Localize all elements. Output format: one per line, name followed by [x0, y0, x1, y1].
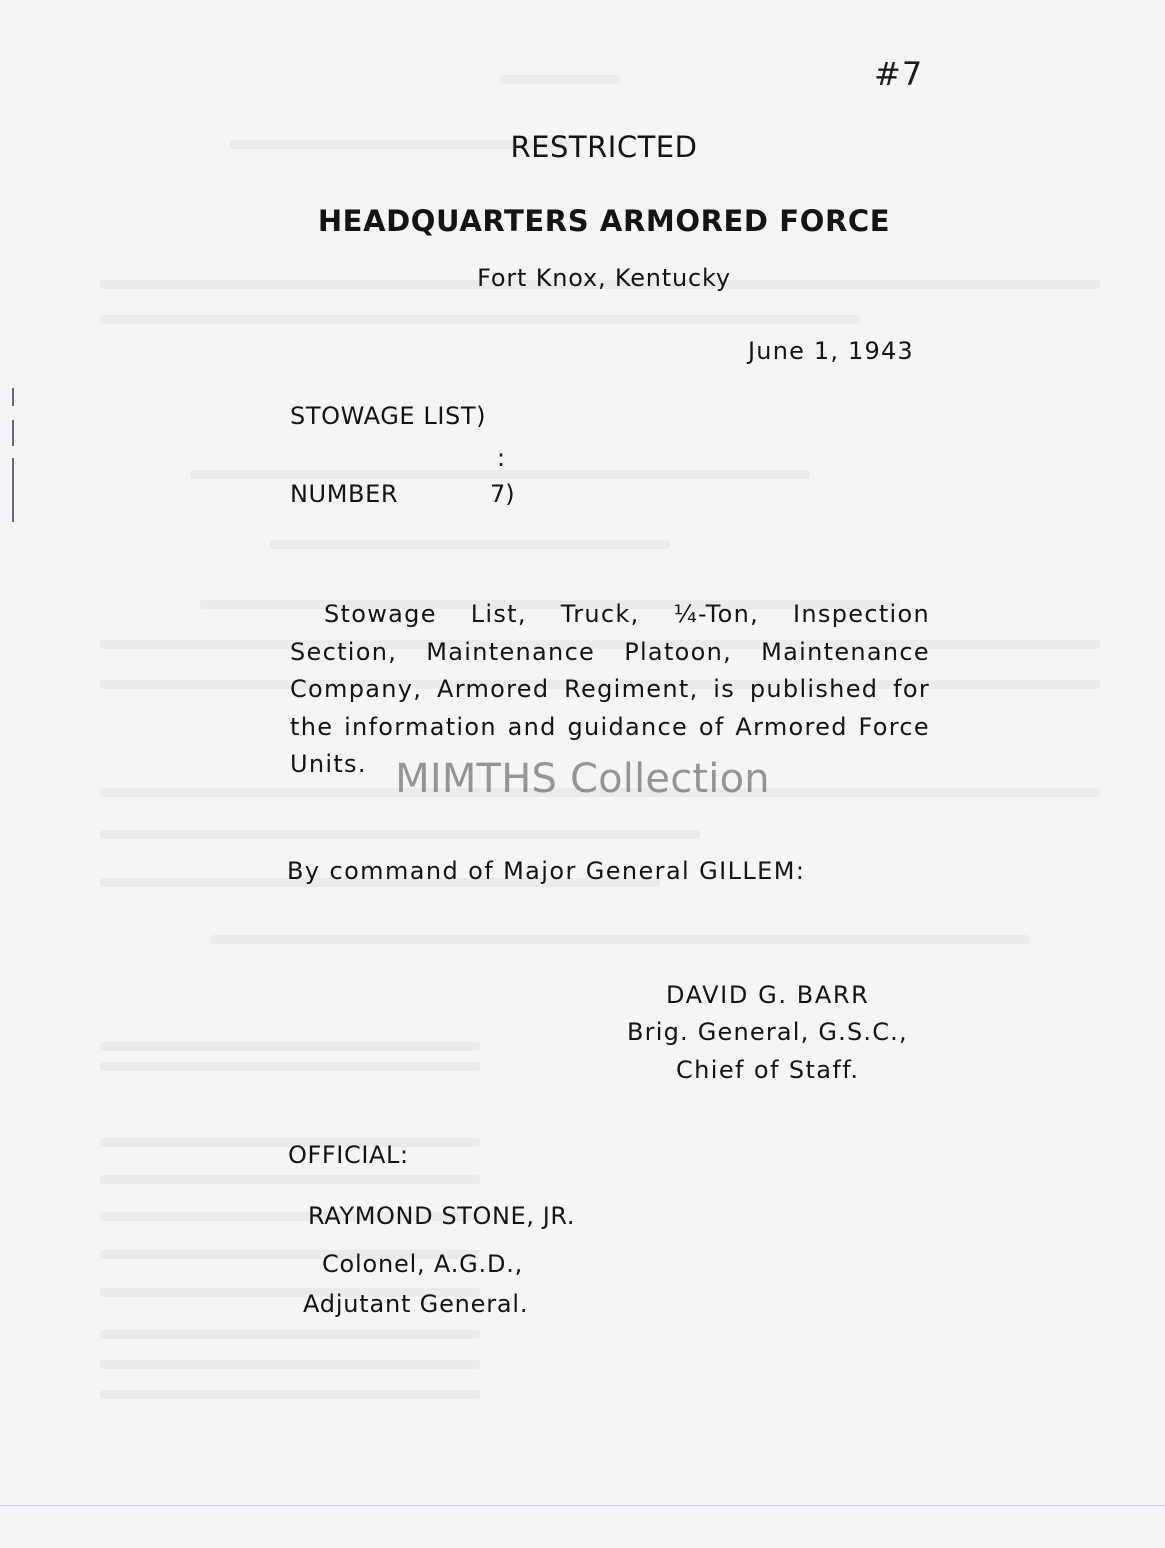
location-line: Fort Knox, Kentucky	[477, 264, 731, 292]
signer-title: Chief of Staff.	[676, 1056, 860, 1084]
page-edge-line	[0, 1505, 1165, 1506]
page-number: #7	[874, 55, 924, 93]
stowage-list-label: STOWAGE LIST)	[290, 402, 487, 430]
official-rank: Colonel, A.G.D.,	[322, 1250, 524, 1278]
official-label: OFFICIAL:	[288, 1141, 409, 1169]
command-line: By command of Major General GILLEM:	[287, 857, 806, 885]
official-name: RAYMOND STONE, JR.	[308, 1202, 576, 1230]
number-value: 7)	[490, 480, 515, 508]
classification-heading: RESTRICTED	[510, 130, 698, 164]
signer-name: DAVID G. BARR	[666, 981, 870, 1009]
signer-rank: Brig. General, G.S.C.,	[627, 1018, 908, 1046]
stowage-colon: :	[497, 444, 506, 472]
document-date: June 1, 1943	[748, 337, 914, 365]
body-paragraph: Stowage List, Truck, ¼-Ton, Inspection Section, Maintenance Platoon, Maintenance Company, Armored Regiment, is published for the information and guidance of Armored Force Units.	[290, 600, 930, 778]
headquarters-heading: HEADQUARTERS ARMORED FORCE	[317, 204, 891, 238]
binding-hole-mark	[10, 388, 16, 528]
collection-watermark: MIMTHS Collection	[395, 756, 770, 802]
number-label: NUMBER	[290, 480, 399, 508]
official-title: Adjutant General.	[303, 1290, 529, 1318]
